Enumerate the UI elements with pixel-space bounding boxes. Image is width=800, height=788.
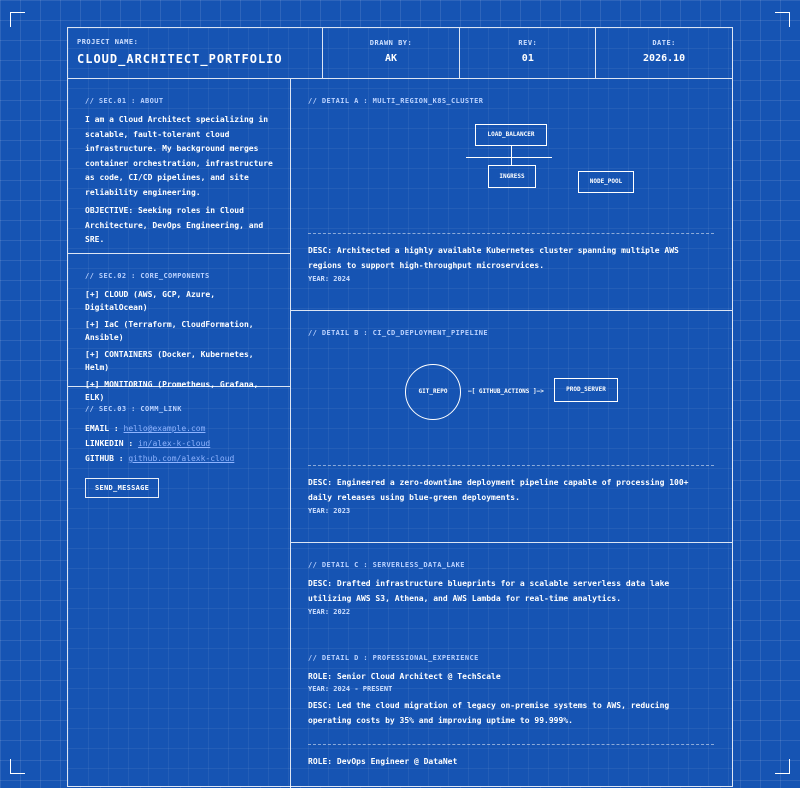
component-item-containers: [+] CONTAINERS (Docker, Kubernetes, Helm) <box>85 350 254 372</box>
corner-mark-bottom-left <box>10 759 25 774</box>
right-column <box>291 79 732 788</box>
detail-a-year: YEAR: 2024 <box>308 275 351 283</box>
project-name-label: PROJECT NAME: <box>77 38 139 46</box>
drawn-by-label: DRAWN BY: <box>369 39 413 47</box>
corner-mark-top-right <box>775 12 790 27</box>
linkedin-label: LINKEDIN : <box>85 439 134 448</box>
date-value: 2026.10 <box>643 53 686 64</box>
date-cell <box>596 28 732 78</box>
experience-divider <box>308 744 714 745</box>
role-1: ROLE: Senior Cloud Architect @ TechScale <box>308 672 501 681</box>
email-label: EMAIL : <box>85 424 119 433</box>
linkedin-row <box>85 436 278 451</box>
role-1-desc: DESC: Led the cloud migration of legacy on-premise systems to AWS, reducing operating costs by 35% and improving uptime to 99.999%. <box>308 701 670 725</box>
detail-d-heading: // DETAIL D : PROFESSIONAL_EXPERIENCE <box>308 654 479 662</box>
role-2: ROLE: DevOps Engineer @ DataNet <box>308 757 458 766</box>
prod-server-node: PROD_SERVER <box>554 378 618 402</box>
github-link[interactable]: github.com/alexk-cloud <box>128 454 235 463</box>
git-repo-node: GIT_REPO <box>405 364 461 420</box>
lb-connector-line <box>511 146 512 157</box>
email-row <box>85 421 278 436</box>
title-block <box>68 28 732 79</box>
node-pool-node: NODE_POOL <box>578 171 634 193</box>
detail-b-heading: // DETAIL B : CI_CD_DEPLOYMENT_PIPELINE <box>308 329 488 337</box>
component-item-cloud: [+] CLOUD (AWS, GCP, Azure, DigitalOcean) <box>85 290 216 312</box>
detail-b-year: YEAR: 2023 <box>308 507 351 515</box>
about-objective: OBJECTIVE: Seeking roles in Cloud Architecture, DevOps Engineering, and SRE. <box>85 206 264 244</box>
linkedin-link[interactable]: in/alex-k-cloud <box>138 439 211 448</box>
about-heading: // SEC.01 : ABOUT <box>85 97 164 105</box>
detail-c-section <box>291 543 732 768</box>
github-actions-arrow: —[ GITHUB_ACTIONS ]—> <box>468 388 544 395</box>
comm-heading: // SEC.03 : COMM_LINK <box>85 405 182 413</box>
rev-value: 01 <box>521 53 534 64</box>
project-name-cell <box>68 28 323 78</box>
date-label: DATE: <box>652 39 676 47</box>
left-column <box>68 79 291 788</box>
role-1-year: YEAR: 2024 - PRESENT <box>308 685 393 693</box>
ingress-connector-line <box>511 157 512 165</box>
detail-c-heading: // DETAIL C : SERVERLESS_DATA_LAKE <box>308 561 465 569</box>
drawn-by-cell <box>323 28 461 78</box>
about-body <box>85 113 278 248</box>
lb-bus-line <box>466 157 552 158</box>
ingress-node: INGRESS <box>488 165 536 188</box>
corner-mark-bottom-right <box>775 759 790 774</box>
components-heading: // SEC.02 : CORE_COMPONENTS <box>85 272 210 280</box>
components-section <box>68 254 290 402</box>
send-message-button[interactable]: SEND_MESSAGE <box>85 478 159 498</box>
email-link[interactable]: hello@example.com <box>123 424 206 433</box>
component-item-iac: [+] IaC (Terraform, CloudFormation, Ansible) <box>85 320 254 342</box>
corner-mark-top-left <box>10 12 25 27</box>
ci-cd-pipeline-diagram <box>308 345 714 466</box>
rev-label: REV: <box>518 39 538 47</box>
about-text: I am a Cloud Architect specializing in scalable, fault-tolerant cloud infrastructure. My background merges container orchestration, infrastructure as code, CI/CD pipelines, and site reliability engineering. <box>85 115 273 197</box>
detail-b-section <box>291 311 732 543</box>
detail-c-desc: DESC: Drafted infrastructure blueprints for a scalable serverless data lake utilizing AWS S3, Athena, and AWS Lambda for real-time analytics. <box>308 579 670 603</box>
about-section <box>68 79 290 254</box>
k8s-cluster-diagram <box>308 113 714 234</box>
github-row <box>85 451 278 466</box>
detail-a-section <box>291 79 732 311</box>
github-label: GITHUB : <box>85 454 124 463</box>
rev-cell <box>460 28 596 78</box>
component-item-monitoring: [+] MONITORING (Prometheus, Grafana, ELK) <box>85 380 259 402</box>
blueprint-sheet <box>67 27 733 787</box>
detail-a-desc: DESC: Architected a highly available Kubernetes cluster spanning multiple AWS regions to support high-throughput microservices. <box>308 246 679 270</box>
detail-b-desc: DESC: Engineered a zero-downtime deployment pipeline capable of processing 100+ daily releases using blue-green deployments. <box>308 478 689 502</box>
load-balancer-node: LOAD_BALANCER <box>475 124 547 146</box>
detail-a-heading: // DETAIL A : MULTI_REGION_K8S_CLUSTER <box>308 97 484 105</box>
project-name: CLOUD_ARCHITECT_PORTFOLIO <box>77 52 283 66</box>
detail-c-year: YEAR: 2022 <box>308 608 351 616</box>
drawn-by-value: AK <box>385 53 398 64</box>
